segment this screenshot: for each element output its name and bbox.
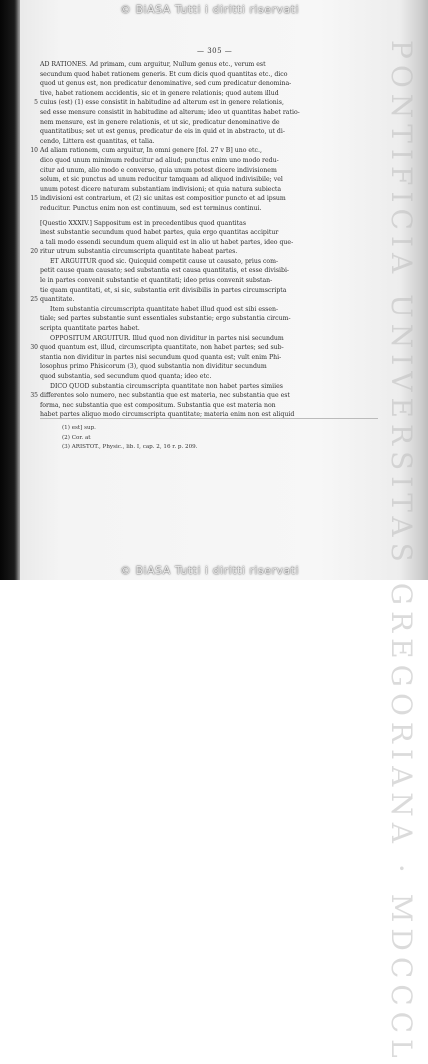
line-text: citur ad unum, alio modo e converso, quia unum potest dicere indivisionem [40,166,277,174]
text-line [40,372,378,382]
line-text: Item substantia circumscripta quantitate habet illud quod est sibi essen- [50,305,279,313]
text-line [40,305,378,315]
line-text: indivisioni est contrarium, et (2) sic unitas est compositior puncto et ad ipsum [40,195,286,203]
line-text: secundum quod habet rationem generis. Et cum dicis quod quantitas etc., dico [40,70,288,78]
text-line [40,362,378,372]
side-watermark: PONTIFICIA UNIVERSITAS GREGORIANA · MDCCCL [385,40,418,1064]
text-line [40,175,378,185]
text-line [30,391,378,401]
line-text: tie quam quantitati, et, si sic, substantia erit divisibilis in partes circumscripta [40,286,287,294]
line-text: OPPOSITUM ARGUITUR. Illud quod non dividitur in partes nisi secundum [50,334,284,342]
text-line [40,257,378,267]
line-text: nem mensure, est in genere relationis, et ut sic, predicatur denominative de [40,118,280,126]
line-text: tiale; sed partes substantie sunt essentiales substantie; ergo substantia circum- [40,315,291,323]
text-line [40,238,378,248]
text-line [40,166,378,176]
line-text: [Questio XXXIV.] Sappositum est in precedentibus quod quantitas [40,219,247,227]
binding-shadow [0,0,20,580]
line-text: losophus primo Phisicorum (3), quod substantia non dividitur secundum [40,363,267,371]
line-number: 25 [30,296,38,304]
text-line [40,324,378,334]
line-text: quod quantum est, illud, circumscripta quantitate, non habet partes; sed sub- [40,344,284,352]
line-number: 15 [30,195,38,203]
text-line [40,286,378,296]
line-text: ET ARGUITUR quod sic. Quicquid competit cause ut causato, prius com- [50,257,279,265]
line-text: differentes solo numero, nec substantia que est materia, nec substantia que est [40,392,290,400]
line-text: cuius (est) (1) esse consistit in habitudine ad alterum est in genere relationis, [40,99,284,107]
line-text: Ad aliam rationem, cum arguitur, In omni genere [fol. 27 v B] uno etc., [40,147,262,155]
line-text: quantitatibus; set ut est genus, predicatur de eis in quid et in abstracto, ut di- [40,128,285,136]
text-line [40,137,378,147]
line-text: quod substantia, sed secundum quod quanta; ideo etc. [40,373,212,380]
line-text: solum, et sic punctus ad unum reducitur tamquam ad aliquod indivisibile; vel [40,176,283,184]
footnote-rule [40,418,378,419]
line-text: AD RATIONES. Ad primam, cum arguitur, Nullum genus etc., verum est [40,61,266,68]
text-line [40,334,378,344]
footnote: (2) Cor. at [62,434,91,441]
text-line [40,401,378,411]
text-line [30,146,378,156]
line-text: quantitate. [40,296,75,304]
text-line [40,185,378,195]
text-line [40,228,378,238]
line-text: sed esse mensure consistit in habitudine ad alterum; ideo ut quantitas habet ratio- [40,108,300,116]
line-text: forma, nec substantia que est compositum. Substantia que est materia non [40,401,276,409]
text-line [40,204,378,214]
line-text: a tali modo essendi secundum quem aliquid est in alio ut habet partes, ideo que- [40,238,294,246]
line-text: DICO QUOD substantia circumscripta quantitate non habet partes simiies [50,382,283,390]
line-text: habet partes aliquo modo circumscripta quantitate; materia enim non est aliquid [40,411,295,419]
line-text: petit cause quam causato; sed substantia est causa quantitatis, et esse divisibi- [40,267,290,275]
text-line [40,156,378,166]
text-line [40,127,378,137]
page-number: — 305 — [197,47,233,55]
footnote: (3) ARISTOT., Physic., lib. I, cap. 2, 16 r. p. 209. [62,444,198,450]
footnotes [62,424,362,453]
text-line [40,266,378,276]
text-line [40,70,378,80]
text-line [40,353,378,363]
line-text: unum potest dicere naturam substantiam indivisioni; et quia natura subiecta [40,185,282,193]
line-text: le in partes convenit substantie et quantitati; ideo prius convenit substan- [40,277,273,285]
line-number: 10 [30,147,38,155]
text-line [40,219,378,229]
text-line [40,276,378,286]
line-text: dico quod unum minimum reducitur ad aliud; punctus enim uno modo redu- [40,156,279,164]
text-line [30,194,378,204]
text-line [40,89,378,99]
line-text: ritur utrum substantia circumscripta quantitate habeat partes. [40,248,238,256]
line-text: stantia non dividitur in partes nisi secundum quod quanta est; vult enim Phi- [40,353,282,361]
body-text [30,60,378,420]
footnote: (1) est] sup. [62,425,96,431]
line-text: tive, habet rationem accidentis, sic et in genere relationis; quod autem illud [40,89,279,97]
line-number: 5 [34,99,38,107]
text-line [30,343,378,353]
line-number: 20 [30,248,38,256]
line-text: cendo, Littera est quantitas, et talia. [40,137,155,145]
line-text: scripta quantitate partes habet. [40,325,140,333]
line-text: inest substantie secundum quod habet partes, quia ergo quantitas accipitur [40,229,279,237]
text-line [40,382,378,392]
text-line [40,79,378,89]
text-line [30,295,378,305]
top-copyright-stamp: © BiASA Tutti i diritti riservati [120,3,300,16]
line-number: 35 [30,392,38,400]
line-text: reducitur. Punctus enim non est continuum, sed est terminus continui. [40,204,262,212]
bottom-copyright-stamp: © BiASA Tutti i diritti riservati [120,564,300,577]
text-line [34,98,378,108]
line-text: quod ut genus est, non predicatur denominative, sed cum predicatur denomina- [40,80,292,88]
text-line [40,118,378,128]
text-line [30,247,378,257]
line-number: 30 [30,344,38,352]
text-line [40,60,378,70]
text-line [40,108,378,118]
text-line [40,314,378,324]
